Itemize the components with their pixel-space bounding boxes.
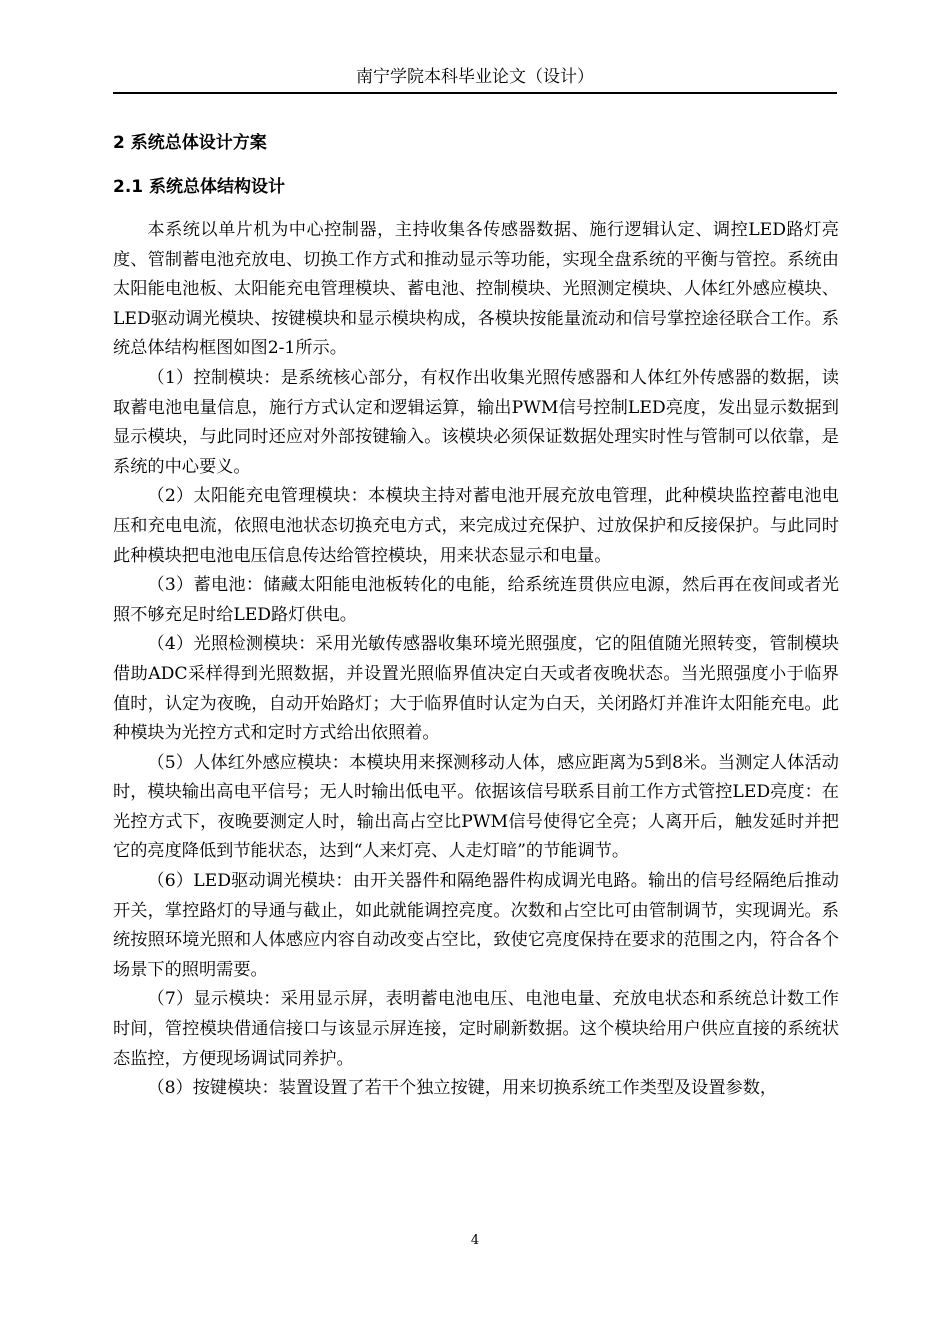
running-header: 南宁学院本科毕业论文（设计） [356,67,594,87]
paragraph-light-detection-module: （4）光照检测模块：采用光敏传感器收集环境光照强度，它的阻值随光照转变，管制模块借助ADC采样得到光照数据，并设置光照临界值决定白天或者夜晚状态。当光照强度小于临界值时，认定为夜晚，自动开始路灯；大于临界值时认定为白天，关闭路灯并准许太阳能充电。此种模块为光控方式和定时方式给出依照着。 [113,634,839,744]
paragraph-display-module: （7）显示模块：采用显示屏，表明蓄电池电压、电池电量、充放电状态和系统总计数工作时间，管控模块借通信接口与该显示屏连接，定时刷新数据。这个模块给用户供应直接的系统状态监控，方便现场调试同养护。 [113,989,839,1069]
section-heading: 2 系统总体设计方案 [113,133,267,153]
header-divider [113,92,837,94]
paragraph-battery: （3）蓄电池：储藏太阳能电池板转化的电能，给系统连贯供应电源，然后再在夜间或者光照不够充足时给LED路灯供电。 [113,575,839,625]
paragraph-led-driver-module: （6）LED驱动调光模块：由开关器件和隔绝器件构成调光电路。输出的信号经隔绝后推动开关，掌控路灯的导通与截止，如此就能调控亮度。次数和占空比可由管制调节，实现调光。系统按照环境光照和人体感应内容自动改变占空比，致使它亮度保持在要求的范围之内，符合各个场景下的照明需要。 [113,871,839,980]
subsection-heading: 2.1 系统总体结构设计 [113,177,286,197]
body-text [113,216,839,1104]
paragraph-solar-charge-module: （2）太阳能充电管理模块：本模块主持对蓄电池开展充放电管理，此种模块监控蓄电池电压和充电电流，依照电池状态切换充电方式，来完成过充保护、过放保护和反接保护。与此同时此种模块把电池电压信息传达给管控模块，用来状态显示和电量。 [113,486,839,566]
page-number: 4 [470,1233,480,1248]
paragraph-intro: 本系统以单片机为中心控制器，主持收集各传感器数据、施行逻辑认定、调控LED路灯亮度、管制蓄电池充放电、切换工作方式和推动显示等功能，实现全盘系统的平衡与管控。系统由太阳能电池板、太阳能充电管理模块、蓄电池、控制模块、光照测定模块、人体红外感应模块、LED驱动调光模块、按键模块和显示模块构成，各模块按能量流动和信号掌控途径联合工作。系统总体结构框图如图2-1所示。 [113,220,839,359]
paragraph-key-module: （8）按键模块：装置设置了若干个独立按键，用来切换系统工作类型及设置参数， [147,1078,778,1099]
paragraph-pir-module: （5）人体红外感应模块：本模块用来探测移动人体，感应距离为5到8米。当测定人体活动时，模块输出高电平信号；无人时输出低电平。依据该信号联系目前工作方式管控LED亮度：在光控方式下，夜晚要测定人时，输出高占空比PWM信号使得它全亮；人离开后，触发延时并把它的亮度降低到节能状态，达到“人来灯亮、人走灯暗”的节能调节。 [113,752,839,862]
paragraph-control-module: （1）控制模块：是系统核心部分，有权作出收集光照传感器和人体红外传感器的数据，读取蓄电池电量信息，施行方式认定和逻辑运算，输出PWM信号控制LED亮度，发出显示数据到显示模块，与此同时还应对外部按键输入。该模块必须保证数据处理实时性与管制可以依靠，是系统的中心要义。 [113,367,839,477]
